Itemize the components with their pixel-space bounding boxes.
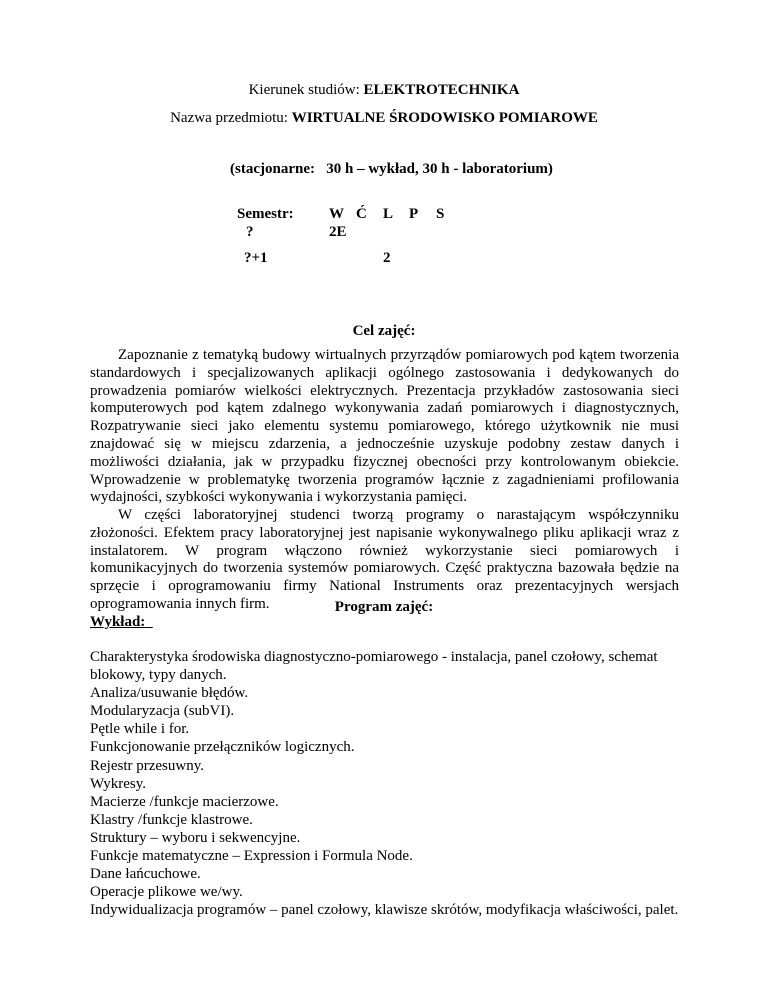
semester-row-1-w: 2E bbox=[329, 224, 347, 240]
list-item: Operacje plikowe we/wy. bbox=[90, 884, 243, 901]
col-header-w: W bbox=[329, 206, 344, 222]
semester-row-2-l: 2 bbox=[383, 250, 391, 266]
col-header-c: Ć bbox=[356, 206, 367, 222]
semester-row-2-label: ?+1 bbox=[244, 250, 268, 266]
goal-paragraph-1-text: Zapoznanie z tematyką budowy wirtualnych przyrządów pomiarowych pod kątem tworzenia standardowych i specjalizowanych aplikacji ogólnego zastosowania i dedykowanych do prowadzenia pomiarów wielkości elektrycznych. Prezentacja przykładów zastosowania sieci komputerowych pod kątem zdalnego wykonywania zadań pomiarowych i diagnostycznych, Rozpatrywanie sieci jako elementu systemu pomiarowego, którego użytkownik nie musi znajdować się w miejscu zdarzenia, a jednocześnie uzyskuje podobny zestaw danych i możliwości działania, jak w przypadku fizycznej obecności przy kontrolowanym obiekcie. Wprowadzenie w problematykę tworzenia programów łącznie z zagadnieniami profilowania wydajności, szybkości wykonywania i wykorzystania pamięci. bbox=[90, 347, 679, 506]
goal-paragraph-1 bbox=[90, 347, 679, 507]
list-item: Funkcje matematyczne – Expression i Formula Node. bbox=[90, 848, 413, 865]
col-header-l: L bbox=[383, 206, 394, 222]
program-heading: Program zajęć: bbox=[334, 599, 434, 615]
list-item: Indywidualizacja programów – panel czołowy, klawisze skrótów, modyfikacja właściwości, palet. bbox=[90, 902, 679, 919]
field-of-study-line bbox=[0, 82, 768, 99]
list-item: Macierze /funkcje macierzowe. bbox=[90, 793, 279, 810]
semester-label: Semestr: bbox=[237, 206, 294, 222]
lecture-label: Wykład: bbox=[90, 614, 146, 630]
list-item: Dane łańcuchowe. bbox=[90, 866, 201, 883]
list-item: blokowy, typy danych. bbox=[90, 667, 227, 684]
course-name-label: Nazwa przedmiotu: bbox=[170, 110, 288, 126]
list-item: Funkcjonowanie przełączników logicznych. bbox=[90, 739, 355, 756]
goal-paragraph-2-text: W części laboratoryjnej studenci tworzą programy o narastającym współczynniku złożoności. Efektem pracy laboratoryjnej jest napisanie wykonywalnego pliku aplikacji wraz z instalatorem. W program włączono również wykorzystanie sieci pomiarowych i komunikacyjnych do tworzenia systemów pomiarowych. Część praktyczna bazowała będzie na sprzęcie i oprogramowaniu firmy National Instruments oraz prezentacyjnych wersjach oprogramowania innych firm. bbox=[90, 507, 679, 612]
hours-summary: (stacjonarne: 30 h – wykład, 30 h - laboratorium) bbox=[230, 161, 553, 177]
list-item: Klastry /funkcje klastrowe. bbox=[90, 811, 253, 828]
goal-paragraph-2 bbox=[90, 507, 679, 614]
col-header-s: S bbox=[436, 206, 445, 222]
list-item: Rejestr przesuwny. bbox=[90, 757, 204, 774]
col-header-p: P bbox=[409, 206, 419, 222]
list-item: Analiza/usuwanie błędów. bbox=[90, 685, 249, 702]
course-name-value: WIRTUALNE ŚRODOWISKO POMIAROWE bbox=[291, 110, 598, 126]
semester-row-1-label: ? bbox=[246, 224, 254, 240]
list-item: Pętle while i for. bbox=[90, 721, 190, 738]
list-item: Wykresy. bbox=[90, 775, 147, 792]
field-of-study-value: ELEKTROTECHNIKA bbox=[363, 82, 520, 98]
course-name-line bbox=[0, 110, 768, 127]
list-item: Charakterystyka środowiska diagnostyczno-pomiarowego - instalacja, panel czołowy, schemat bbox=[90, 649, 658, 665]
list-item: Modularyzacja (subVI). bbox=[90, 703, 235, 720]
lecture-topic-list bbox=[90, 648, 678, 919]
list-item: Struktury – wyboru i sekwencyjne. bbox=[90, 829, 301, 846]
field-of-study-label: Kierunek studiów: bbox=[248, 82, 360, 98]
goal-heading: Cel zajęć: bbox=[352, 323, 416, 339]
